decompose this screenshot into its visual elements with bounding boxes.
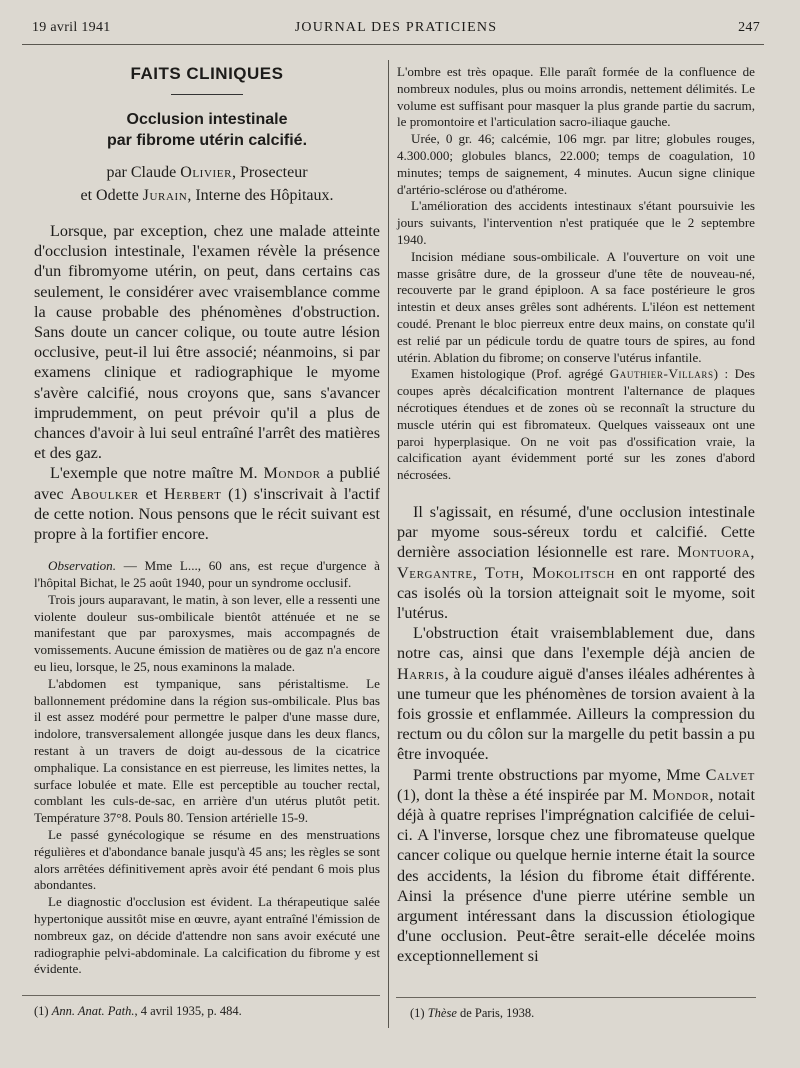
byline-pre1: par Claude [106,164,177,181]
byline-post2: , Interne des Hôpitaux. [187,187,334,204]
column-divider [388,60,389,1028]
d3-part-b: (1), dont la thèse a été inspirée par M. [397,785,648,804]
intro-paragraph-2 [34,463,380,544]
author-olivier: Olivier [180,164,233,181]
footnote-rule-left [22,995,380,996]
d3-part-c: , notait déjà à quatre reprises l'imprégnation calcifiée de celui-ci. A l'inverse, lorsque chez une fibromateuse quelque cancer colique ou quelque hernie interne était la source des accidents, la lésion du fibrome était différente. Ainsi la présence d'une pierre utérine semble un argument intéressant dans la discussion étiologique d'une occlusion. Peut-être serait-elle décelée moins exceptionnellement si [397,785,756,966]
discussion-paragraph-2 [397,623,755,764]
case-paragraph-4: Incision médiane sous-ombilicale. A l'ouverture on voit une masse grisâtre dure, de la grosseur d'une tête de nouveau-né, recouverte par le grand épiploon. A sa face postérieure le gros intestin et deux anses grêles sont adhérents. L'iléon est nettement coudé. Prenant le bloc pierreux entre deux mains, on constate qu'il est relié par un pédicule tordu de quatre tours de spires, au fond utérin. Ablation du fibrome; on conserve l'utérus infantile. [397,248,755,365]
header-date: 19 avril 1941 [32,20,111,35]
byline-pre2: et Odette [80,187,139,204]
footnote-left [34,1004,374,1019]
byline [34,161,380,207]
article-title [34,109,380,151]
footnote-right [410,1006,750,1021]
section-rule [171,94,243,95]
footnote-right-these: Thèse [427,1006,457,1020]
intro-text [34,221,380,544]
header-rule [22,44,764,45]
footnote-left-num: (1) [34,1004,49,1018]
d2-part-b: , à la coudure aiguë d'anses iléales adhérentes à une tumeur que les phénomènes de torsion avaient à la fois grossie et enflammée. Ailleurs la compression du rectum ou du côlon sur la margelle du petit bassin a pu être invoquée. [397,664,755,764]
page-header [32,18,760,40]
observation-paragraph-3: L'abdomen est tympanique, sans péristaltisme. Le ballonnement prédomine dans la région sus-ombilicale. Plus bas il est assez modéré pour permettre le palper d'une masse dure, indolore, transversalement allongée jusque dans les deux flancs, restant à un travers de doigt au-dessous de la cicatrice omphalique. La consistance en est pierreuse, les limites nettes, la surface lobulée et mate. Elle est perceptible au toucher rectal, comblant les culs-de-sac, en arrière d'un utérus plutôt petit. Température 37°8. Pouls 80. Tension artérielle 15-9. [34,675,380,826]
r5-part-b: ) : Des coupes après décalcification montrent l'alternance de plaques nécrotiques étendues et de zones où se reconnaît la structure du muscle utérin qui est fibromateux. Quelques vaisseaux ont une paroi hyperplasique. On ne voit pas d'ossification vraie, la calcification ayant évidemment porté sur les zones d'abord nécrosées. [397,366,755,483]
name-herbert: Herbert [163,484,222,503]
case-paragraph-1: L'ombre est très opaque. Elle paraît formée de la confluence de nombreux nodules, plus ou moins arrondis, nettement délimités. Le volume est suffisant pour masquer la plus grande partie du sacrum, le promontoire et l'articulation sacro-iliaque gauche. [397,64,755,130]
intro-paragraph-1: Lorsque, par exception, chez une malade atteinte d'occlusion intestinale, l'examen révèle la présence d'un fibromyome utérin, on peut, dans certains cas seulement, le considérer avec vraisemblance comme la cause probable des phénomènes d'obstruction. Sans doute un cancer colique, ou toute autre lésion occlusive, peut-il lui être associé; néanmoins, si par examens clinique et radiographique le myome s'avère calcifié, nous croyons que, sans s'avancer imprudemment, on peut prévoir qu'il a plus de chances d'avoir à lui seul entraîné l'arrêt des matières et des gaz. [34,222,380,463]
d2-part-a: L'obstruction était vraisemblablement due, dans notre cas, ainsi que dans l'exemple déjà ancien de [397,624,755,663]
section-title: FAITS CLINIQUES [130,64,284,83]
p2-part-a: L'exemple que notre maître M. [50,464,258,483]
r5-part-a: Examen histologique (Prof. agrégé [411,366,604,382]
d1-part-a: Il s'agissait, en résumé, d'une occlusion intestinale par myome sous-séreux tordu et calcifié. Cette dernière association lésionnelle est rare. [397,502,755,562]
name-mondor-2: Mondor [652,785,710,804]
case-paragraph-3: L'amélioration des accidents intestinaux s'étant poursuivie les jours suivants, l'intervention n'est pratiquée que le 2 septembre 1940. [397,198,755,247]
case-continuation [397,64,755,484]
discussion-text [397,502,755,967]
observation-paragraph-4: Le passé gynécologique se résume en des menstruations régulières et d'abondance banale jusqu'à 45 ans; les règles se sont alors arrêtées définitivement après avoir été pendant 6 mois plus abondantes. [34,827,380,893]
observation-label: Observation. [48,558,117,574]
observation-paragraph-2: Trois jours auparavant, le matin, à son lever, elle a ressenti une violente douleur sus-ombilicale bientôt atténuée et ne se manifestant que par paroxysmes, mais accompagnés de vomissements. Aucune émission de matières ou de gaz n'a encore eu lieu, lorsque, le 25, nous examinons la malade. [34,591,380,675]
footnote-left-journal: Ann. Anat. Path. [51,1004,135,1018]
discussion-paragraph-3 [397,765,755,967]
name-harris: Harris [397,664,445,683]
case-paragraph-5 [397,366,755,484]
byline-post1: , Prosecteur [232,164,308,181]
footnote-right-num: (1) [410,1006,425,1020]
footnote-right-rest: de Paris, 1938. [456,1006,535,1020]
p2-part-b: a publié avec [34,464,381,503]
footnote-left-rest: , 4 avril 1935, p. 484. [134,1004,242,1018]
article-title-line1: Occlusion intestinale [126,111,288,128]
case-paragraph-2: Urée, 0 gr. 46; calcémie, 106 mgr. par litre; globules rouges, 4.300.000; globules blancs, 22.000; temps de coagulation, 10 minutes; temps de saignement, 4 minutes. Aucun signe clinique d'artério-sclérose ou d'athérome. [397,131,755,197]
names-cases: Montuora, Vergantre, Toth, Mokolitsch [397,543,755,582]
journal-title: JOURNAL DES PRATICIENS [294,20,498,35]
d3-part-a: Parmi trente obstructions par myome, Mme [413,765,701,784]
d1-part-b: en ont rapporté des cas isolés où la torsion atteignait soit le myome, soit l'utérus. [397,563,755,622]
right-column [397,64,755,967]
name-gauthier-villars: Gauthier-Villars [609,366,714,382]
name-calvet: Calvet [705,765,755,784]
name-mondor: Mondor [263,464,321,483]
p2-part-c: et [145,484,158,503]
left-column [34,62,380,978]
discussion-paragraph-1 [397,502,755,623]
author-jurain: Jurain [142,187,188,204]
observation-paragraph [34,558,380,592]
p2-part-d: (1) s'inscrivait à l'actif de cette notion. Nous pensons que le récit suivant est propre à la fortifier encore. [34,484,381,544]
name-aboulker: Aboulker [70,484,139,503]
footnote-rule-right [396,997,756,998]
page-number: 247 [738,20,760,35]
observation-paragraph-5: Le diagnostic d'occlusion est évident. La thérapeutique salée hypertonique aussitôt mise en œuvre, ayant entraîné l'émission de nombreux gaz, on décide d'attendre non sans avoir exécuté une radiographie pelvi-abdominale. La calcification du fibrome y est évidente. [34,894,380,977]
observation-text [34,558,380,978]
observation-intro: — Mme L..., 60 ans, est reçue d'urgence à l'hôpital Bichat, le 25 août 1940, pour un syndrome occlusif. [34,558,380,591]
article-title-line2: par fibrome utérin calcifié. [106,132,308,149]
